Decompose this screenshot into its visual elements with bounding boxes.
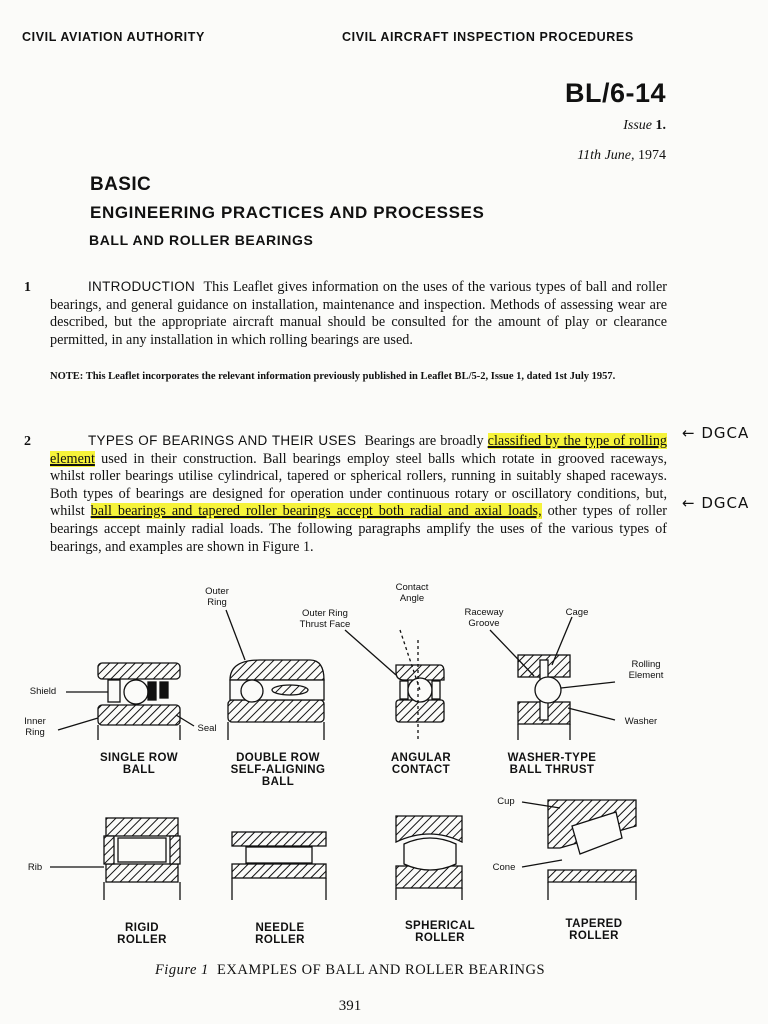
spherical-roller-drawing — [396, 816, 462, 900]
annotation-2-text: DGCA — [701, 494, 750, 512]
label-inner-ring: Inner Ring — [24, 716, 46, 738]
washer-leader — [568, 708, 615, 720]
caption-spherical-roller: SPHERICAL ROLLER — [404, 920, 476, 944]
tapered-roller-drawing — [548, 800, 636, 900]
inner-ring-leader — [58, 718, 98, 730]
note-text: This Leaflet incorporates the relevant information previously published in Leaflet BL/5-2, Issue 1, dated 1st July 1957. — [85, 371, 616, 382]
section-2-number: 2 — [24, 434, 31, 449]
figure-caption-label: Figure 1 — [154, 962, 209, 978]
section-2-text-b: used in their construction. Ball bearings employ steel balls which rotate in grooved raceways, whilst roller bearings utilise cylindrical, tapered or spherical rollers, running in suitably shaped raceways. Both types of bearings are designed for operation under continuous rotary or oscillatory conditions, but, whilst — [50, 450, 667, 520]
note-label: NOTE: — [50, 371, 84, 382]
caption-rigid-roller: RIGID ROLLER — [117, 922, 167, 946]
label-outer-ring-thrust-face: Outer Ring Thrust Face — [299, 608, 351, 630]
label-raceway-groove: Raceway Groove — [464, 607, 504, 629]
label-rib: Rib — [27, 862, 43, 873]
caption-angular-contact: ANGULAR CONTACT — [390, 752, 452, 776]
handwritten-annotation-1: ← DGCA — [682, 424, 750, 442]
title-engineering: ENGINEERING PRACTICES AND PROCESSES — [90, 203, 485, 222]
issue-value: 1. — [655, 118, 666, 133]
caption-single-row-ball: SINGLE ROW BALL — [99, 752, 179, 776]
label-washer: Washer — [624, 716, 658, 727]
label-rolling-element: Rolling Element — [628, 659, 664, 681]
thrust-face-leader — [345, 630, 396, 675]
date-year: 1974 — [638, 148, 666, 163]
label-cone: Cone — [492, 862, 516, 873]
rigid-roller-drawing — [104, 818, 180, 900]
title-basic: BASIC — [90, 174, 152, 195]
issue-label: Issue — [623, 118, 652, 133]
caption-needle-roller: NEEDLE ROLLER — [255, 922, 305, 946]
page-number: 391 — [338, 998, 362, 1014]
section-2-text-c: other types of roller bearings accept mainly radial loads. The following paragraphs amplify the uses of the various types of bearings, and examples are shown in Figure 1. — [50, 503, 668, 555]
title-bearings: BALL AND ROLLER BEARINGS — [89, 232, 314, 248]
header-procedures: CIVIL AIRCRAFT INSPECTION PROCEDURES — [342, 30, 634, 44]
handwritten-annotation-2: ← DGCA — [682, 494, 750, 512]
date-day: 11th — [577, 148, 602, 163]
rolling-element-leader — [561, 682, 615, 688]
date-month: June, — [604, 148, 635, 163]
single-row-ball-drawing — [98, 663, 180, 740]
caption-tapered-roller: TAPERED ROLLER — [565, 918, 623, 942]
label-cup: Cup — [497, 796, 515, 807]
needle-roller-drawing — [232, 832, 326, 900]
section-1-text: This Leaflet gives information on the uses of the various types of ball and roller bearings, and general guidance on installation, maintenance and inspection. Methods of assessing wear are described, but the appropriate aircraft manual should be consulted for the amount of play or clearance permitted, in any installation in which rolling bearings are used. — [50, 279, 668, 348]
label-outer-ring: Outer Ring — [205, 586, 229, 608]
document-number: BL/6-14 — [564, 78, 666, 108]
figure-caption-text: EXAMPLES OF BALL AND ROLLER BEARINGS — [217, 962, 546, 978]
section-2-heading: TYPES OF BEARINGS AND THEIR USES — [88, 433, 357, 448]
figure-caption — [0, 962, 700, 979]
header-authority: CIVIL AVIATION AUTHORITY — [22, 30, 205, 44]
double-row-ball-drawing — [228, 660, 324, 740]
highlight-classified: classified by the type of rolling element — [50, 433, 668, 467]
section-1-number: 1 — [24, 280, 31, 295]
caption-double-row: DOUBLE ROW SELF-ALIGNING BALL — [230, 752, 326, 788]
caption-washer-thrust: WASHER-TYPE BALL THRUST — [507, 752, 597, 776]
angular-contact-drawing — [396, 630, 444, 740]
raceway-leader — [490, 630, 534, 676]
highlight-loads: ball bearings and tapered roller bearings accept both radial and axial loads, — [90, 503, 542, 520]
label-contact-angle: Contact Angle — [395, 582, 429, 604]
label-shield: Shield — [29, 686, 57, 697]
section-2-text-a: Bearings are broadly — [364, 433, 484, 449]
outer-ring-leader — [226, 610, 245, 660]
label-seal: Seal — [197, 723, 217, 734]
section-1-heading: INTRODUCTION — [88, 279, 196, 294]
annotation-1-text: DGCA — [701, 424, 750, 442]
cone-leader — [522, 860, 562, 867]
label-cage: Cage — [565, 607, 589, 618]
